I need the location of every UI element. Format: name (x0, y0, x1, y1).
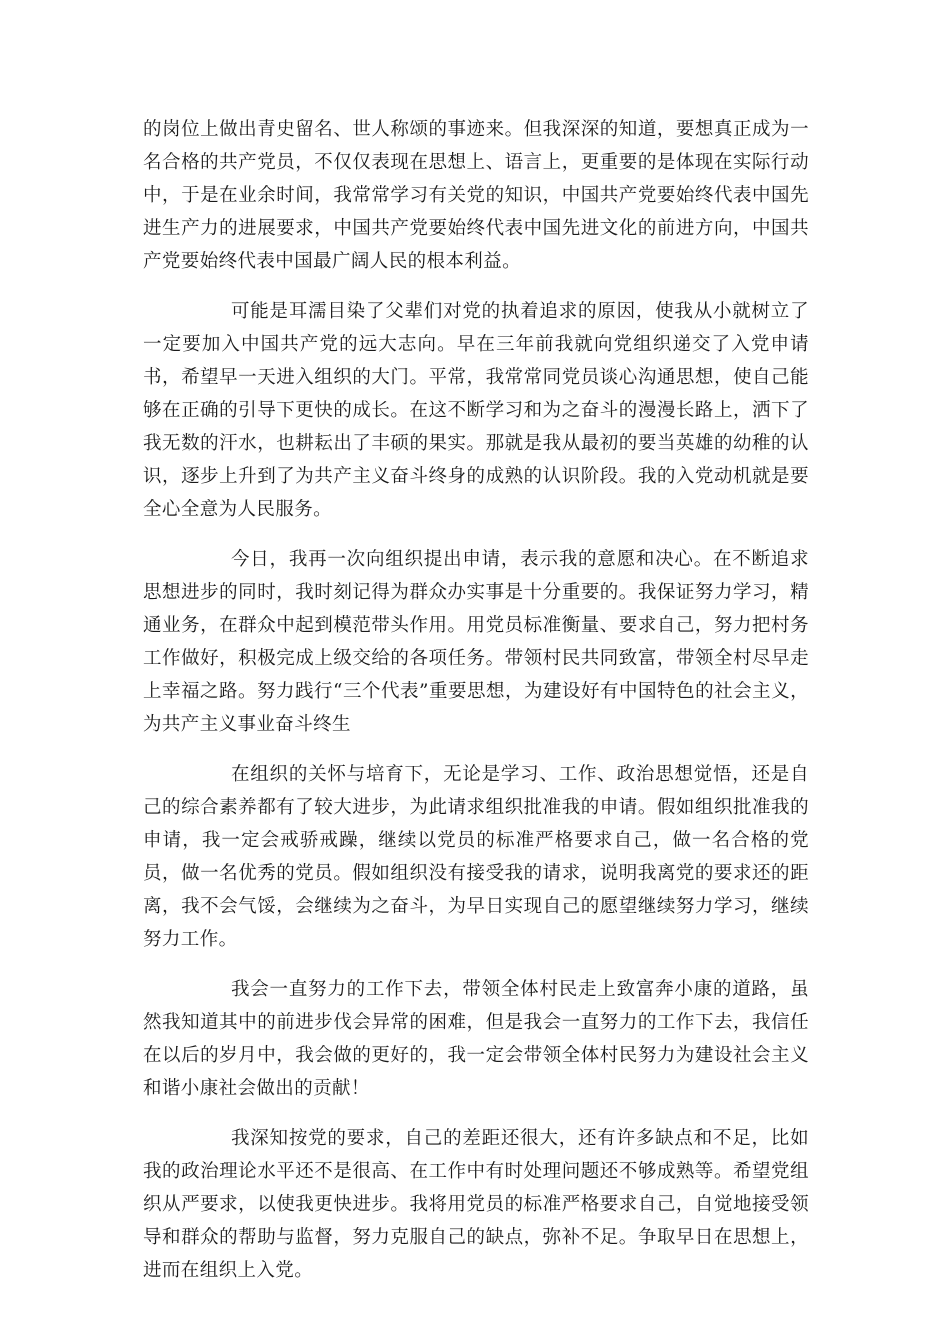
paragraph-6: 我深知按党的要求，自己的差距还很大，还有许多缺点和不足，比如我的政治理论水平还不是很高、在工作中有时处理问题还不够成熟等。希望党组织从严要求，以使我更快进步。我将用党员的标准严格要求自己，自觉地接受领导和群众的帮助与监督，努力克服自己的缺点，弥补不足。争取早日在思想上，进而在组织上入党。 (143, 1128, 809, 1281)
paragraph-3: 今日，我再一次向组织提出申请，表示我的意愿和决心。在不断追求思想进步的同时，我时刻记得为群众办实事是十分重要的。我保证努力学习，精通业务，在群众中起到模范带头作用。用党员标准衡量、要求自己，努力把村务工作做好，积极完成上级交给的各项任务。带领村民共同致富，带领全村尽早走上幸福之路。努力践行“三个代表”重要思想，为建设好有中国特色的社会主义，为共产主义事业奋斗终生 (143, 549, 809, 735)
document-body (143, 113, 809, 1304)
paragraph-4: 在组织的关怀与培育下，无论是学习、工作、政治思想觉悟，还是自己的综合素养都有了较大进步，为此请求组织批准我的申请。假如组织批准我的申请，我一定会戒骄戒躁，继续以党员的标准严格要求自己，做一名合格的党员，做一名优秀的党员。假如组织没有接受我的请求，说明我离党的要求还的距离，我不会气馁，会继续为之奋斗，为早日实现自己的愿望继续努力学习，继续努力工作。 (143, 764, 809, 950)
paragraph-1: 的岗位上做出青史留名、世人称颂的事迹来。但我深深的知道，要想真正成为一名合格的共产党员，不仅仅表现在思想上、语言上，更重要的是体现在实际行动中，于是在业余时间，我常常学习有关党的知识，中国共产党要始终代表中国先进生产力的进展要求，中国共产党要始终代表中国先进文化的前进方向，中国共产党要始终代表中国最广阔人民的根本利益。 (143, 119, 809, 272)
paragraph-5: 我会一直努力的工作下去，带领全体村民走上致富奔小康的道路，虽然我知道其中的前进步伐会异常的困难，但是我会一直努力的工作下去，我信任在以后的岁月中，我会做的更好的，我一定会带领全体村民努力为建设社会主义和谐小康社会做出的贡献！ (143, 979, 809, 1099)
paragraph-2: 可能是耳濡目染了父辈们对党的执着追求的原因，使我从小就树立了一定要加入中国共产党的远大志向。早在三年前我就向党组织递交了入党申请书，希望早一天进入组织的大门。平常，我常常同党员谈心沟通思想，使自己能够在正确的引导下更快的成长。在这不断学习和为之奋斗的漫漫长路上，洒下了我无数的汗水，也耕耘出了丰硕的果实。那就是我从最初的要当英雄的幼稚的认识，逐步上升到了为共产主义奋斗终身的成熟的认识阶段。我的入党动机就是要全心全意为人民服务。 (143, 301, 809, 520)
